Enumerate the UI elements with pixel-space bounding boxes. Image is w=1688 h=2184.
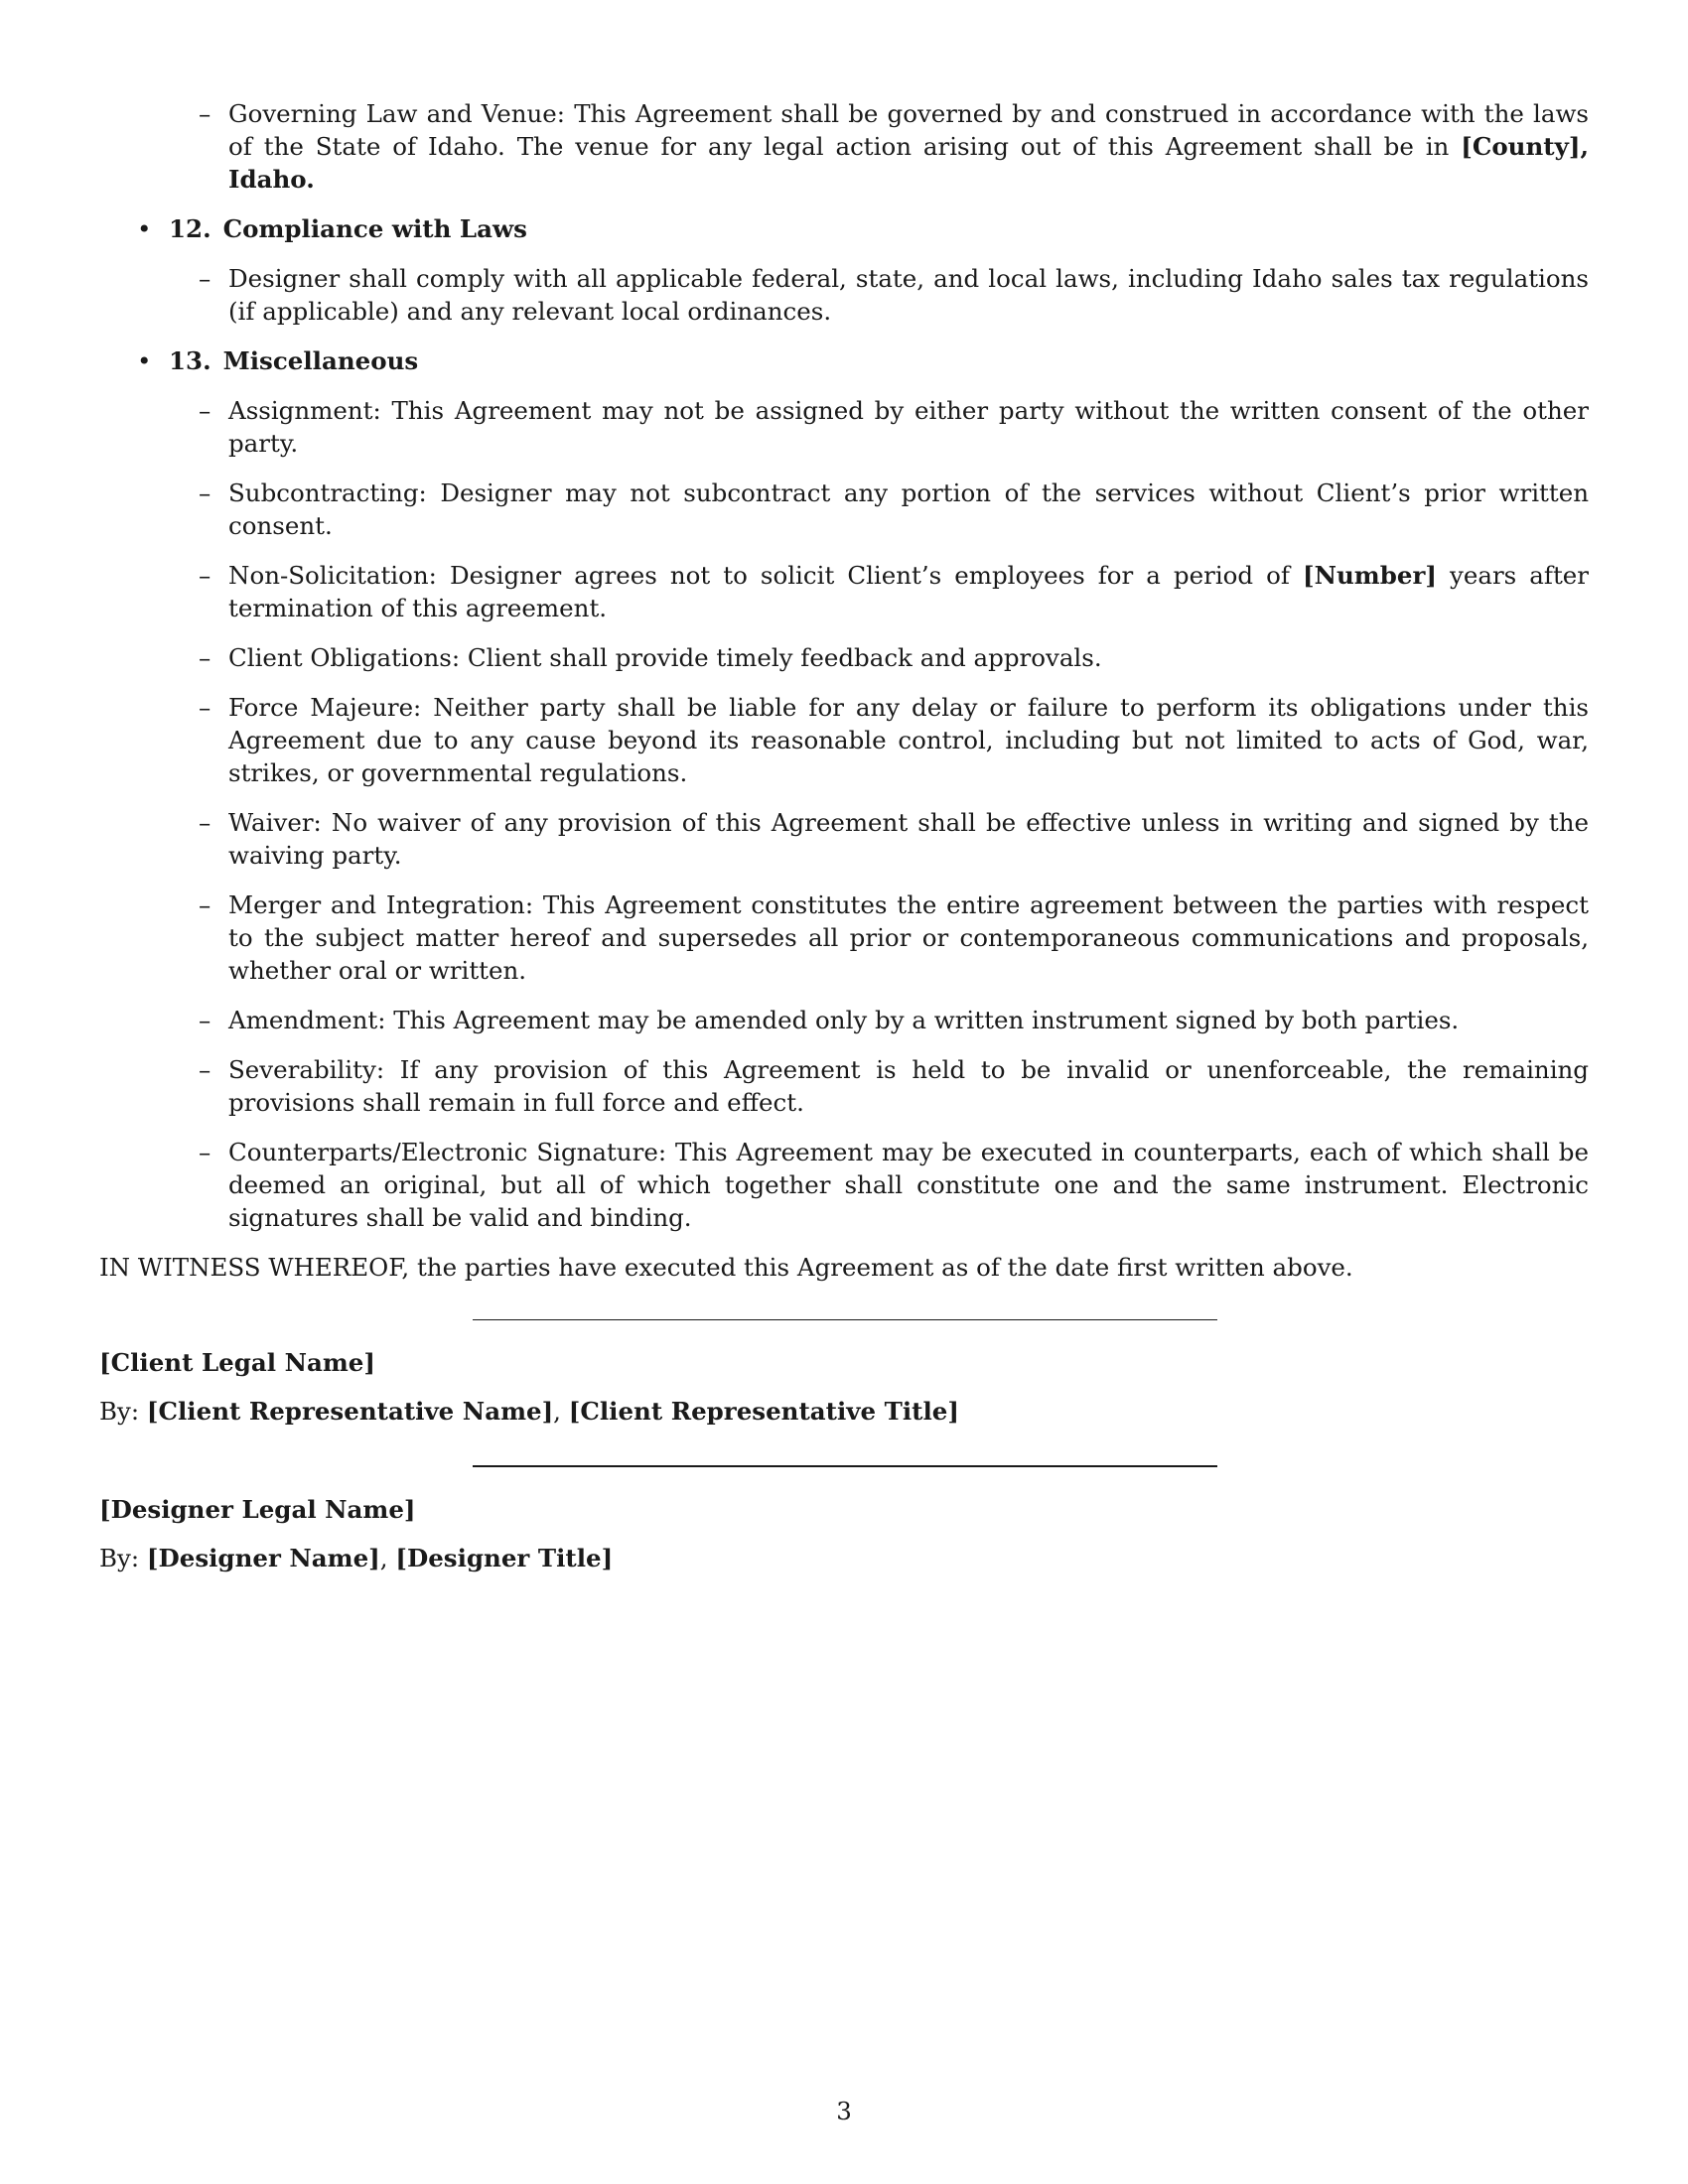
- client-obligations-clause: [99, 641, 1589, 674]
- designer-by-label: By:: [99, 1544, 140, 1572]
- severability-text: Severability: If any provision of this Agreement is held to be invalid or unenforceable, the remaining provisions shall remain in full force and effect.: [228, 1055, 1589, 1117]
- client-rep-name: [Client Representative Name]: [146, 1397, 554, 1426]
- dash-marker: –: [199, 99, 211, 128]
- subcontracting-text: Subcontracting: Designer may not subcontract any portion of the services without Client’s prior written consent.: [228, 478, 1589, 540]
- waiver-text: Waiver: No waiver of any provision of this Agreement shall be effective unless in writing and signed by the waiving party.: [228, 808, 1589, 870]
- dash-marker: –: [199, 396, 211, 425]
- non-solicitation-clause: [99, 559, 1589, 624]
- compliance-clause: [99, 262, 1589, 328]
- dash-marker: –: [199, 561, 211, 590]
- witness-statement: IN WITNESS WHEREOF, the parties have executed this Agreement as of the date first written above.: [99, 1253, 1353, 1282]
- governing-law-text: This Agreement shall be governed by and construed in accordance with the laws of the State of Idaho. The venue for any legal action arising out of this Agreement shall be in: [228, 99, 1589, 161]
- client-by-label: By:: [99, 1397, 140, 1426]
- section-12-title: Compliance with Laws: [222, 214, 527, 243]
- section-13-title: Miscellaneous: [222, 346, 419, 375]
- client-rep-title: [Client Representative Title]: [568, 1397, 959, 1426]
- dash-marker: –: [199, 890, 211, 919]
- dash-marker: –: [199, 1055, 211, 1084]
- non-solicitation-text-end: years after termination of this agreement.: [228, 561, 1590, 622]
- client-signature-line: [473, 1319, 1217, 1320]
- force-majeure-clause: [99, 691, 1589, 789]
- designer-signature-line: [473, 1465, 1217, 1467]
- dash-marker: –: [199, 264, 211, 293]
- agreement-page: [99, 97, 1589, 1612]
- section-13-number: 13.: [169, 346, 211, 375]
- bullet-marker: •: [137, 346, 152, 375]
- counterparts-clause: [99, 1136, 1589, 1234]
- bullet-marker: •: [137, 214, 152, 243]
- merger-clause: [99, 888, 1589, 987]
- assignment-clause: [99, 394, 1589, 460]
- client-obligations-text: Client Obligations: Client shall provide timely feedback and approvals.: [228, 643, 1102, 672]
- section-12-number: 12.: [169, 214, 211, 243]
- page-number: 3: [836, 2097, 852, 2125]
- dash-marker: –: [199, 808, 211, 837]
- force-majeure-text: Force Majeure: Neither party shall be liable for any delay or failure to perform its obligations under this Agreement due to any cause beyond its reasonable control, including but not limited to acts of God, war, strikes, or governmental regulations.: [228, 693, 1589, 787]
- governing-law-clause: [99, 97, 1589, 196]
- non-solicitation-text-start: Non-Solicitation: Designer agrees not to solicit Client’s employees for a period of: [228, 561, 1290, 590]
- designer-by-line: By: [Designer Name], [Designer Title]: [99, 1544, 614, 1572]
- client-by-line: By: [Client Representative Name], [Client Representative Title]: [99, 1397, 959, 1426]
- severability-clause: [99, 1053, 1589, 1119]
- client-legal-name: [Client Legal Name]: [99, 1348, 375, 1377]
- dash-marker: –: [199, 643, 211, 672]
- governing-law-label: Governing Law and Venue:: [228, 99, 566, 128]
- subcontracting-clause: [99, 477, 1589, 542]
- designer-legal-name: [Designer Legal Name]: [99, 1495, 416, 1524]
- counterparts-text: Counterparts/Electronic Signature: This Agreement may be executed in counterparts, each of which shall be deemed an original, but all of which together shall constitute one and the same instrument. Electronic signatures shall be valid and binding.: [228, 1138, 1589, 1232]
- dash-marker: –: [199, 1006, 211, 1034]
- county-placeholder: [County], Idaho.: [228, 132, 1589, 194]
- designer-rep-name: [Designer Name]: [146, 1544, 380, 1572]
- dash-marker: –: [199, 693, 211, 722]
- number-placeholder: [Number]: [1303, 561, 1437, 590]
- section-12-heading: [99, 212, 1589, 245]
- section-13-heading: [99, 344, 1589, 377]
- designer-rep-title: [Designer Title]: [395, 1544, 614, 1572]
- amendment-clause: [99, 1004, 1589, 1036]
- waiver-clause: [99, 806, 1589, 872]
- dash-marker: –: [199, 1138, 211, 1166]
- merger-text: Merger and Integration: This Agreement constitutes the entire agreement between the parties with respect to the subject matter hereof and supersedes all prior or contemporaneous communications and proposals, whether oral or written.: [228, 890, 1589, 985]
- compliance-text: Designer shall comply with all applicable federal, state, and local laws, including Idaho sales tax regulations (if applicable) and any relevant local ordinances.: [228, 264, 1589, 326]
- amendment-text: Amendment: This Agreement may be amended only by a written instrument signed by both parties.: [228, 1006, 1460, 1034]
- dash-marker: –: [199, 478, 211, 507]
- assignment-text: Assignment: This Agreement may not be assigned by either party without the written consent of the other party.: [228, 396, 1589, 458]
